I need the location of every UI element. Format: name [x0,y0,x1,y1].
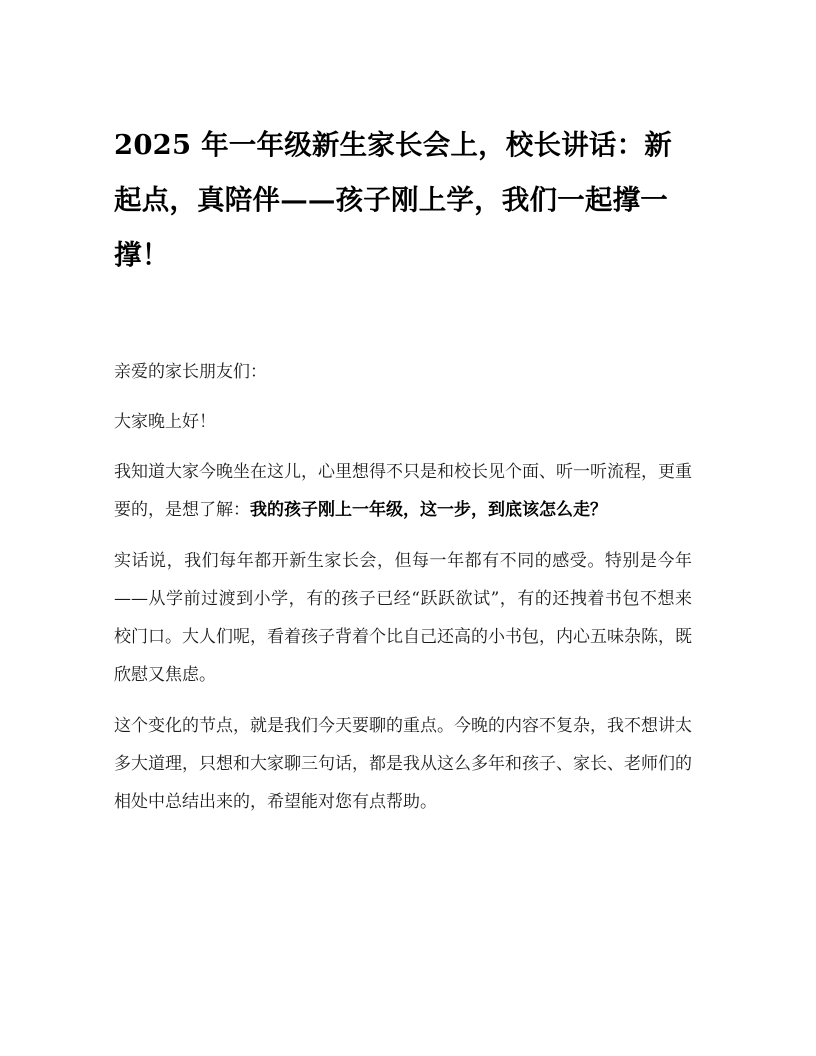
document-content [114,118,692,821]
text-run: 我知道大家今晚坐在这儿，心里想得不只是和校长见个面、听一听流程，更重要的，是想了解： [114,462,692,520]
text-run: 大家晚上好！ [114,412,216,432]
paragraph-salutation [114,353,692,391]
document-body [114,353,692,821]
paragraph-3 [114,707,692,821]
paragraph-1 [114,453,692,529]
text-run-emphasis: 我的孩子刚上一年级，这一步，到底该怎么走？ [250,500,607,520]
paragraph-2 [114,542,692,694]
document-title: 2025 年一年级新生家长会上，校长讲话：新起点，真陪伴——孩子刚上学，我们一起撑一撑！ [114,129,673,271]
text-run: 实话说，我们每年都开新生家长会，但每一年都有不同的感受。特别是今年——从学前过渡到小学，有的孩子已经“跃跃欲试”，有的还拽着书包不想来校门口。大人们呢，看着孩子背着个比自己还高的小书包，内心五味杂陈，既欣慰又焦虑。 [114,551,692,685]
text-run: 这个变化的节点，就是我们今天要聊的重点。今晚的内容不复杂，我不想讲太多大道理，只想和大家聊三句话，都是我从这么多年和孩子、家长、老师们的相处中总结出来的，希望能对您有点帮助。 [114,716,692,812]
paragraph-greeting [114,403,692,441]
text-run: 亲爱的家长朋友们： [114,362,267,382]
